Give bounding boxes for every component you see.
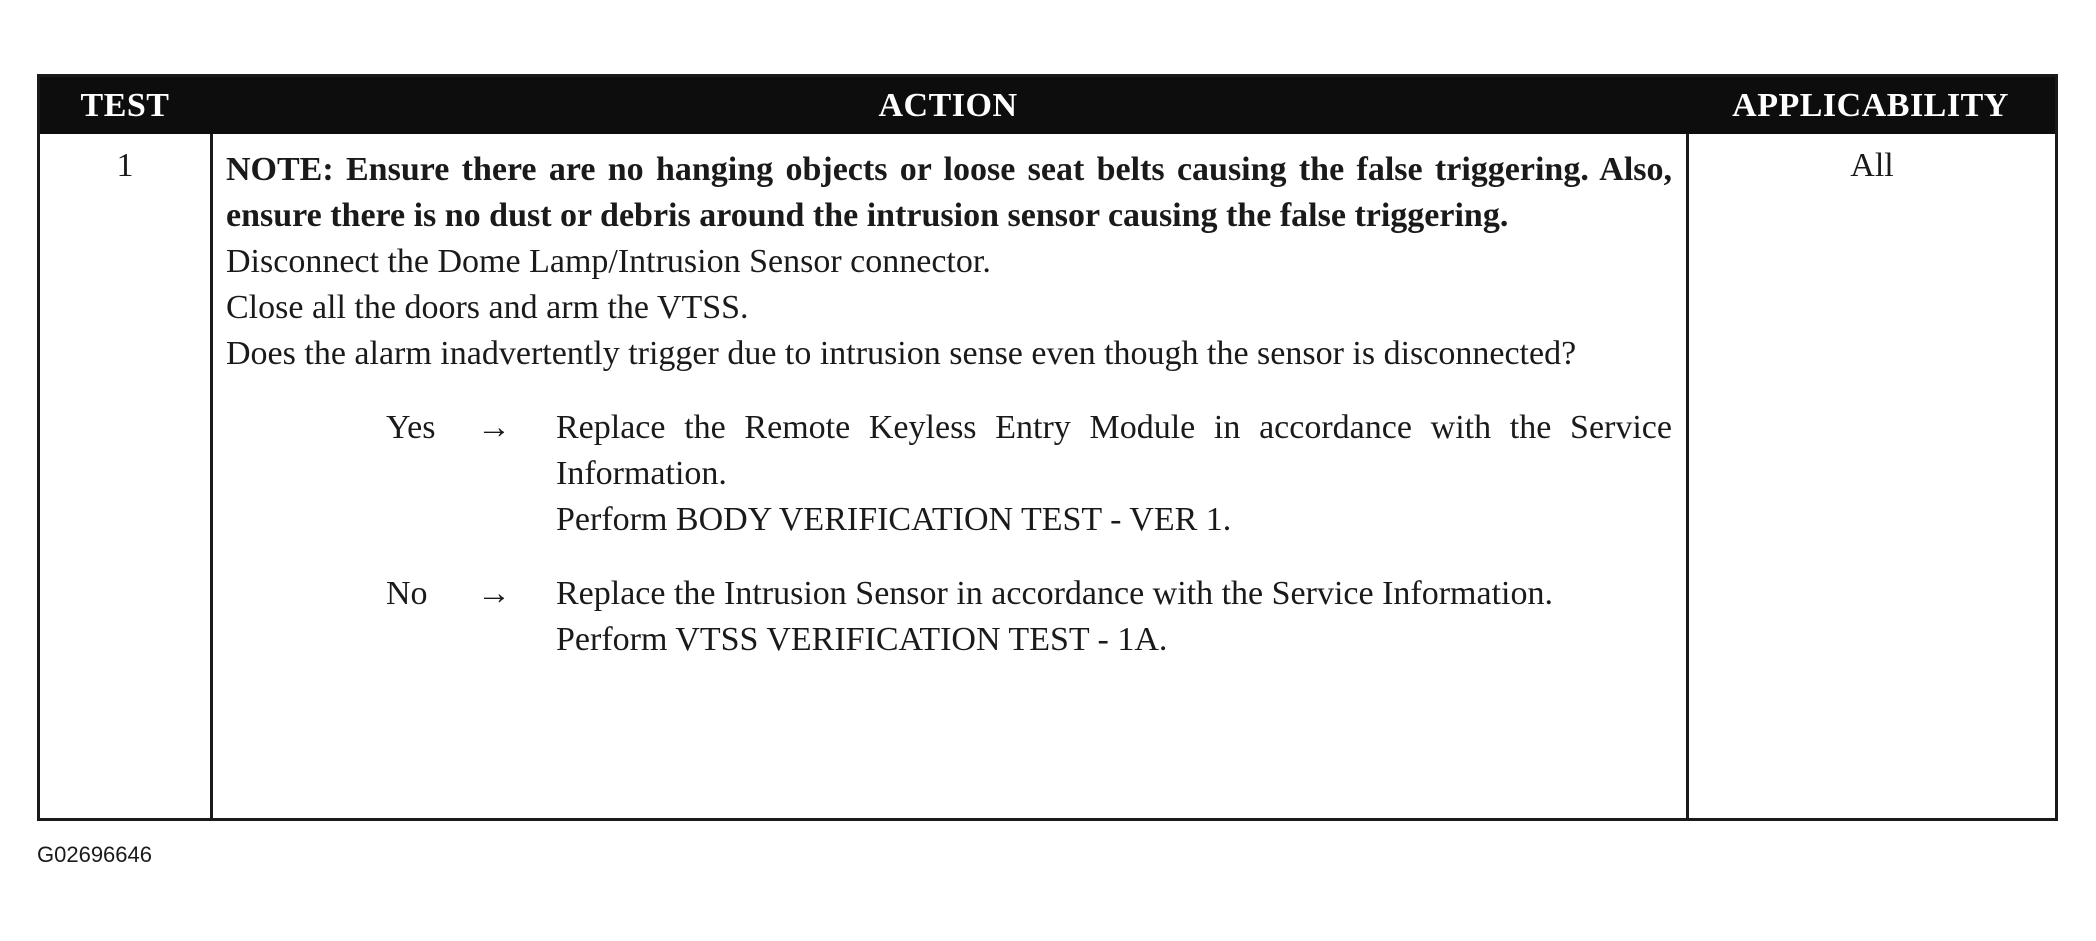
applicability-value: All <box>1850 147 1894 184</box>
outcome-yes <box>226 405 1672 543</box>
outcome-line: Replace the Intrusion Sensor in accordance with the Service Information. <box>556 575 1553 612</box>
column-divider <box>210 134 213 818</box>
diagnostic-test-table <box>37 74 2058 821</box>
outcome-no <box>226 571 1672 663</box>
header-test: TEST <box>80 87 170 124</box>
right-arrow-icon: → <box>477 409 511 446</box>
outcome-line: Perform BODY VERIFICATION TEST - VER 1. <box>556 501 1232 538</box>
outcome-text <box>556 571 1672 663</box>
outcome-line: Perform VTSS VERIFICATION TEST - 1A. <box>556 621 1168 658</box>
test-number: 1 <box>116 147 134 184</box>
header-applicability: APPLICABILITY <box>1732 87 2009 124</box>
table-header-row <box>40 77 2055 134</box>
step-text: Close all the doors and arm the VTSS. <box>226 289 749 326</box>
figure-id: G02696646 <box>37 842 152 867</box>
step-text: Disconnect the Dome Lamp/Intrusion Sensor connector. <box>226 243 991 280</box>
right-arrow-icon: → <box>477 575 511 612</box>
action-cell <box>226 147 1672 663</box>
column-divider <box>1686 134 1689 818</box>
outcome-line: Replace the Remote Keyless Entry Module in accordance with the Service Information. <box>556 409 1672 492</box>
note-text: NOTE: Ensure there are no hanging objects or loose seat belts causing the false triggering. Also, ensure there is no dust or debris around the intrusion sensor causing the false triggering. <box>226 151 1672 234</box>
outcome-label: No <box>386 575 428 612</box>
header-action: ACTION <box>878 87 1018 124</box>
question-text: Does the alarm inadvertently trigger due to intrusion sense even though the sensor is disconnected? <box>226 335 1577 372</box>
outcome-text <box>556 405 1672 543</box>
outcome-label: Yes <box>386 409 436 446</box>
